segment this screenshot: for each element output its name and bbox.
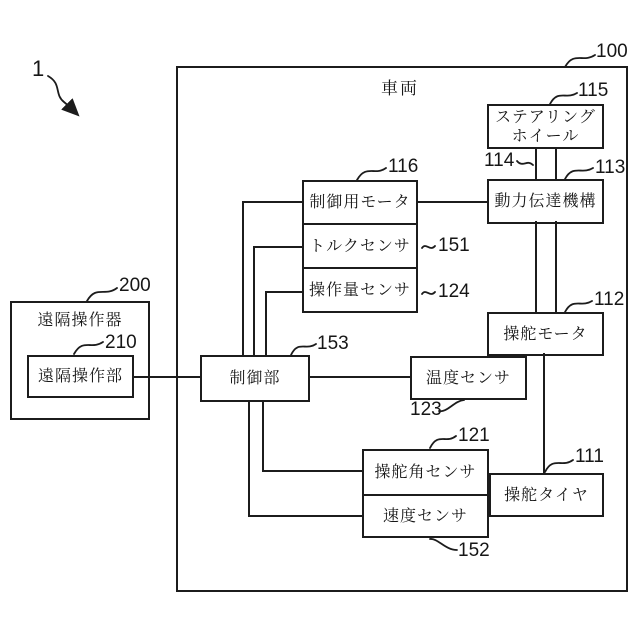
ref-leader-210 [73, 337, 104, 355]
power-transmission-label: 動力伝達機構 [494, 191, 597, 211]
ref-100: 100 [596, 41, 628, 62]
remote-unit-box [27, 355, 134, 398]
control-unit-box [200, 355, 310, 402]
ref-114: 114 [484, 150, 515, 171]
ref-116: 116 [388, 156, 419, 177]
angle-speed-stack [362, 449, 489, 538]
ref-151: 151 [438, 235, 470, 256]
torque-sensor-box [304, 223, 416, 267]
steering-tire-box [489, 473, 604, 517]
ref-leader-115 [549, 88, 578, 105]
link-control-to-speed-h [248, 515, 362, 517]
ref-leader-116 [356, 163, 387, 181]
control-motor-label: 制御用モータ [309, 192, 411, 212]
link-remote-to-control [134, 376, 200, 378]
steering-tire-label: 操舵タイヤ [504, 484, 589, 504]
power-transmission-box [487, 179, 604, 224]
ref-leader-124 [421, 287, 436, 299]
operation-sensor-label: 操作量センサ [308, 279, 411, 299]
speed-sensor-box [364, 494, 487, 536]
vehicle-title: 車両 [381, 79, 419, 99]
ref-111: 111 [575, 446, 604, 467]
link-control-to-torque-h [253, 246, 302, 248]
speed-sensor-label: 速度センサ [382, 505, 468, 525]
ref-leader-123 [438, 398, 465, 414]
torque-sensor-label: トルクセンサ [309, 235, 411, 255]
ref-leader-153 [290, 339, 317, 356]
link-control-to-motor-v [242, 201, 244, 357]
steering-wheel-label-line2: ホイール [511, 125, 580, 145]
motor-sensor-stack [302, 180, 418, 313]
temperature-sensor-box [410, 356, 527, 400]
ref-121: 121 [458, 425, 490, 446]
shaft-upper-line-left [535, 147, 537, 181]
figure-number: 1 [32, 56, 45, 81]
remote-unit-label: 遠隔操作部 [37, 366, 123, 386]
steering-angle-sensor-label: 操舵角センサ [374, 462, 477, 482]
link-control-to-angle-v [262, 400, 264, 472]
control-unit-label: 制御部 [229, 368, 281, 388]
ref-123: 123 [410, 399, 442, 420]
link-control-to-torque-v [253, 246, 255, 357]
ref-leader-152 [429, 537, 458, 553]
operation-sensor-box [304, 267, 416, 311]
link-control-to-opsensor-v [265, 291, 267, 357]
steering-wheel-box [487, 104, 604, 149]
remote-device-label: 遠隔操作器 [37, 310, 123, 329]
ref-leader-111 [544, 455, 574, 473]
steering-motor-box [487, 312, 604, 356]
shaft-lower-line-right [555, 221, 557, 314]
link-control-to-speed-v [248, 400, 250, 517]
control-motor-box [304, 182, 416, 223]
ref-153: 153 [317, 333, 349, 354]
ref-210: 210 [105, 332, 137, 353]
link-steering-motor-to-tire [543, 353, 545, 475]
ref-leader-114 [516, 157, 534, 169]
ref-152: 152 [458, 540, 490, 561]
figure-arrow-icon [44, 72, 92, 124]
ref-leader-151 [421, 241, 436, 253]
ref-124: 124 [438, 281, 470, 302]
link-motor-to-transmission [418, 201, 487, 203]
link-control-to-opsensor-h [265, 291, 302, 293]
shaft-lower-line-left [535, 221, 537, 314]
steering-wheel-label-line1: ステアリング [495, 106, 596, 126]
temperature-sensor-label: 温度センサ [425, 367, 511, 387]
ref-leader-121 [429, 431, 457, 449]
ref-115: 115 [578, 80, 609, 101]
link-control-to-temp [310, 376, 410, 378]
ref-113: 113 [595, 157, 626, 178]
steering-angle-sensor-box [364, 451, 487, 494]
ref-leader-113 [564, 163, 594, 180]
link-control-to-angle-h [262, 470, 362, 472]
link-control-to-motor-h [242, 201, 302, 203]
ref-112: 112 [594, 289, 625, 310]
steering-motor-label: 操舵モータ [503, 323, 588, 343]
ref-leader-100 [564, 50, 596, 68]
ref-leader-200 [86, 283, 118, 302]
shaft-upper-line-right [555, 147, 557, 181]
ref-200: 200 [119, 275, 151, 296]
ref-leader-112 [564, 296, 593, 313]
